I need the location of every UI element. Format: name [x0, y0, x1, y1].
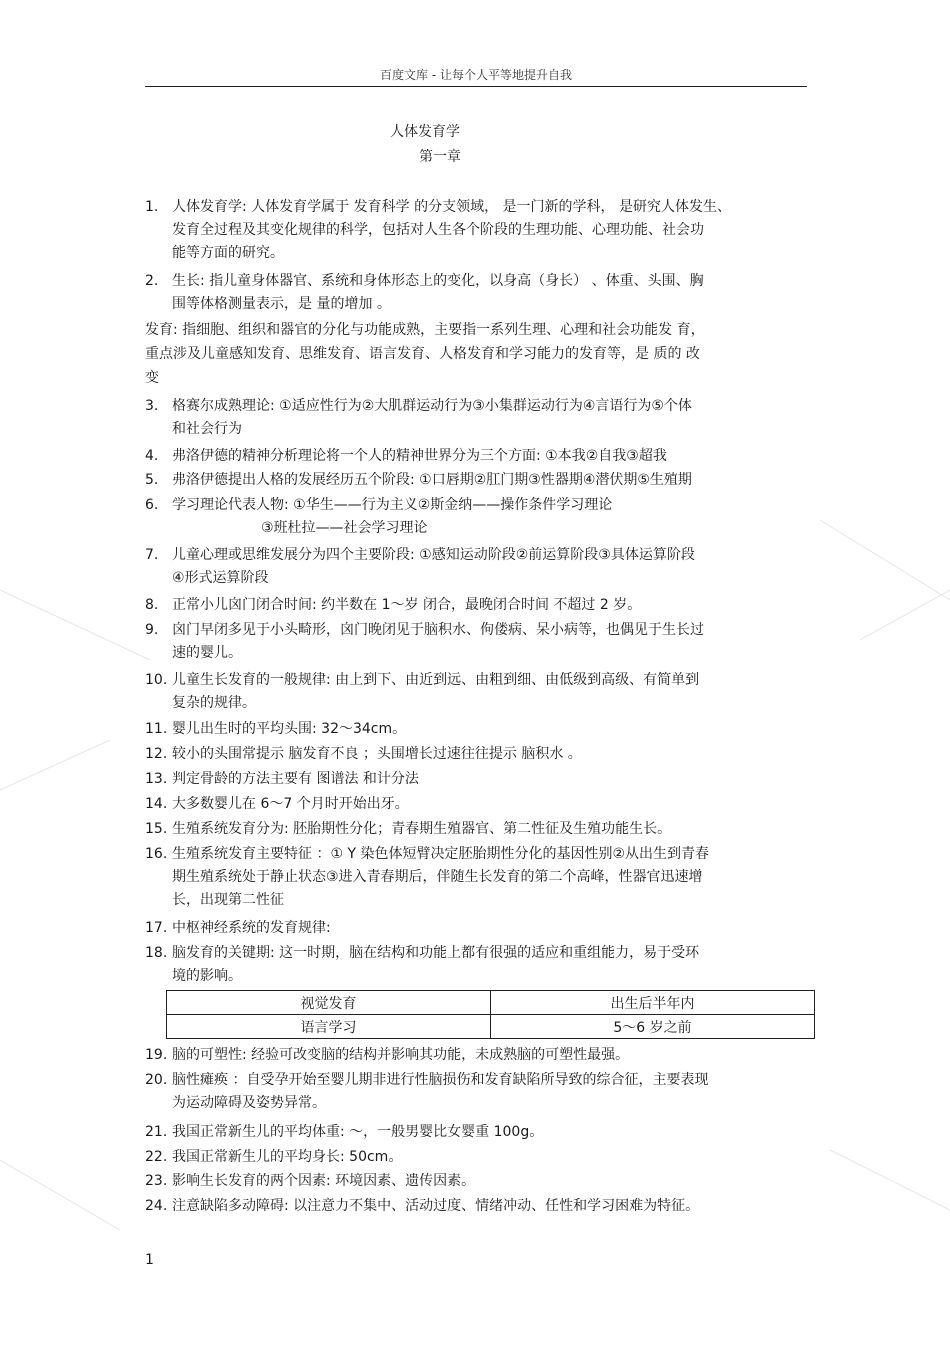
- table-cell: 视觉发育: [167, 991, 491, 1015]
- item-number: 15.: [145, 821, 168, 837]
- list-item: [145, 843, 805, 912]
- item-number: 16.: [145, 846, 168, 862]
- item-line: 判定骨龄的方法主要有 图谱法 和计分法: [172, 771, 419, 787]
- list-item: [145, 1170, 805, 1193]
- list-item: [145, 1121, 805, 1144]
- item-number: 23.: [145, 1173, 168, 1189]
- critical-period-table: [166, 990, 815, 1039]
- item-line: 格赛尔成熟理论: ①适应性行为②大肌群运动行为③小集群运动行为④言语行为⑤个体: [172, 398, 692, 414]
- list-item: [145, 718, 805, 741]
- list-item: [145, 270, 805, 316]
- item-line: 婴儿出生时的平均头围: 32～34cm。: [172, 721, 407, 737]
- list-item: [145, 1146, 805, 1169]
- paragraph-line: 重点涉及儿童感知发育、思维发育、语言发育、人格发育和学习能力的发育等，是 质的 改: [145, 346, 700, 362]
- document-title: 人体发育学: [390, 124, 460, 140]
- item-number: 14.: [145, 796, 168, 812]
- item-number: 8.: [145, 597, 159, 613]
- item-number: 4.: [145, 448, 159, 464]
- list-item: [145, 743, 805, 766]
- page-number: 1: [145, 1252, 154, 1268]
- item-line: ④形式运算阶段: [172, 570, 269, 586]
- item-line: 围等体格测量表示，是 量的增加 。: [172, 296, 391, 312]
- item-line: 生殖系统发育分为: 胚胎期性分化；青春期生殖器官、第二性征及生殖功能生长。: [172, 821, 672, 837]
- item-line: 囟门早闭多见于小头畸形，囟门晚闭见于脑积水、佝偻病、呆小病等，也偶见于生长过: [172, 622, 704, 638]
- chapter-heading: 第一章: [419, 149, 461, 165]
- header-divider: [145, 86, 807, 87]
- item-line: 正常小儿囟门闭合时间: 约半数在 1～岁 闭合，最晚闭合时间 不超过 2 岁。: [172, 597, 642, 613]
- item-line: 复杂的规律。: [172, 695, 256, 711]
- item-line: 速的婴儿。: [172, 645, 242, 661]
- item-number: 13.: [145, 771, 168, 787]
- item-number: 22.: [145, 1149, 168, 1165]
- item-number: 17.: [145, 920, 168, 936]
- item-line: 注意缺陷多动障碍: 以注意力不集中、活动过度、情绪冲动、任性和学习困难为特征。: [172, 1198, 700, 1214]
- list-item: [145, 669, 805, 715]
- development-paragraph: [145, 318, 807, 390]
- item-number: 5.: [145, 472, 159, 488]
- item-line: 境的影响。: [172, 968, 242, 984]
- list-item: [145, 544, 805, 590]
- item-line: 生殖系统发育主要特征 ：① Y 染色体短臂决定胚胎期性分化的基因性别②从出生到青春: [172, 846, 710, 862]
- item-line: 儿童心理或思维发展分为四个主要阶段: ①感知运动阶段②前运算阶段③具体运算阶段: [172, 547, 695, 563]
- paragraph-line: 发育: 指细胞、组织和器官的分化与功能成熟，主要指一系列生理、心理和社会功能发 育，: [145, 322, 705, 338]
- item-line: 弗洛伊德提出人格的发展经历五个阶段: ①口唇期②肛门期③性器期④潜伏期⑤生殖期: [172, 472, 692, 488]
- list-item: [145, 445, 805, 468]
- item-number: 2.: [145, 273, 159, 289]
- item-line: ③班杜拉——社会学习理论: [172, 520, 428, 536]
- page-header: 百度文库 - 让每个人平等地提升自我: [380, 68, 572, 82]
- item-number: 6.: [145, 497, 159, 513]
- item-number: 24.: [145, 1198, 168, 1214]
- paragraph-line: 变: [145, 370, 159, 386]
- item-number: 3.: [145, 398, 159, 414]
- list-item: [145, 1069, 805, 1115]
- list-item: [145, 469, 805, 492]
- item-number: 21.: [145, 1124, 168, 1140]
- item-line: 我国正常新生儿的平均身长: 50cm。: [172, 1149, 403, 1165]
- item-line: 脑的可塑性: 经验可改变脑的结构并影响其功能，未成熟脑的可塑性最强。: [172, 1047, 630, 1063]
- list-item: [145, 196, 805, 265]
- item-line: 长，出现第二性征: [172, 892, 284, 908]
- item-number: 7.: [145, 547, 159, 563]
- item-number: 19.: [145, 1047, 168, 1063]
- list-item: [145, 494, 805, 540]
- list-item: [145, 818, 805, 841]
- item-line: 中枢神经系统的发育规律:: [172, 920, 331, 936]
- list-item: [145, 1044, 805, 1067]
- item-number: 12.: [145, 746, 168, 762]
- list-item: [145, 917, 805, 940]
- list-item: [145, 594, 805, 617]
- item-line: 为运动障碍及姿势异常。: [172, 1095, 326, 1111]
- list-item: [145, 942, 805, 988]
- table-cell: 出生后半年内: [491, 991, 815, 1015]
- item-line: 生长: 指儿童身体器官、系统和身体形态上的变化，以身高（身长） 、体重、头围、胸: [172, 273, 704, 289]
- item-line: 弗洛伊德的精神分析理论将一个人的精神世界分为三个方面: ①本我②自我③超我: [172, 448, 667, 464]
- list-item: [145, 793, 805, 816]
- item-number: 1.: [145, 199, 159, 215]
- list-item: [145, 395, 805, 441]
- item-number: 9.: [145, 622, 159, 638]
- list-item: [145, 768, 805, 791]
- table-cell: 语言学习: [167, 1015, 491, 1039]
- item-number: 18.: [145, 945, 168, 961]
- item-line: 大多数婴儿在 6～7 个月时开始出牙。: [172, 796, 409, 812]
- item-line: 儿童生长发育的一般规律: 由上到下、由近到远、由粗到细、由低级到高级、有简单到: [172, 672, 700, 688]
- item-line: 期生殖系统处于静止状态③进入青春期后，伴随生长发育的第二个高峰，性器官迅速增: [172, 869, 703, 885]
- item-number: 10.: [145, 672, 168, 688]
- list-item: [145, 1195, 805, 1218]
- item-line: 能等方面的研究。: [172, 245, 284, 261]
- table-row: [167, 1015, 815, 1039]
- item-line: 和社会行为: [172, 421, 242, 437]
- table-row: [167, 991, 815, 1015]
- list-item: [145, 619, 805, 665]
- item-line: 学习理论代表人物: ①华生——行为主义②斯金纳——操作条件学习理论: [172, 497, 613, 513]
- table-cell: 5～6 岁之前: [491, 1015, 815, 1039]
- item-line: 我国正常新生儿的平均体重: ～，一般男婴比女婴重 100g。: [172, 1124, 544, 1140]
- item-number: 11.: [145, 721, 168, 737]
- item-line: 脑发育的关键期: 这一时期，脑在结构和功能上都有很强的适应和重组能力，易于受环: [172, 945, 700, 961]
- item-line: 人体发育学: 人体发育学属于 发育科学 的分支领域， 是一门新的学科， 是研究人体发生、: [172, 199, 731, 215]
- item-line: 脑性瘫痪 ：自受孕开始至婴儿期非进行性脑损伤和发育缺陷所导致的综合征，主要表现: [172, 1072, 709, 1088]
- item-line: 影响生长发育的两个因素: 环境因素、遗传因素。: [172, 1173, 476, 1189]
- item-line: 发育全过程及其变化规律的科学，包括对人生各个阶段的生理功能、心理功能、社会功: [172, 222, 704, 238]
- item-number: 20.: [145, 1072, 168, 1088]
- item-line: 较小的头围常提示 脑发育不良 ；头围增长过速往往提示 脑积水 。: [172, 746, 582, 762]
